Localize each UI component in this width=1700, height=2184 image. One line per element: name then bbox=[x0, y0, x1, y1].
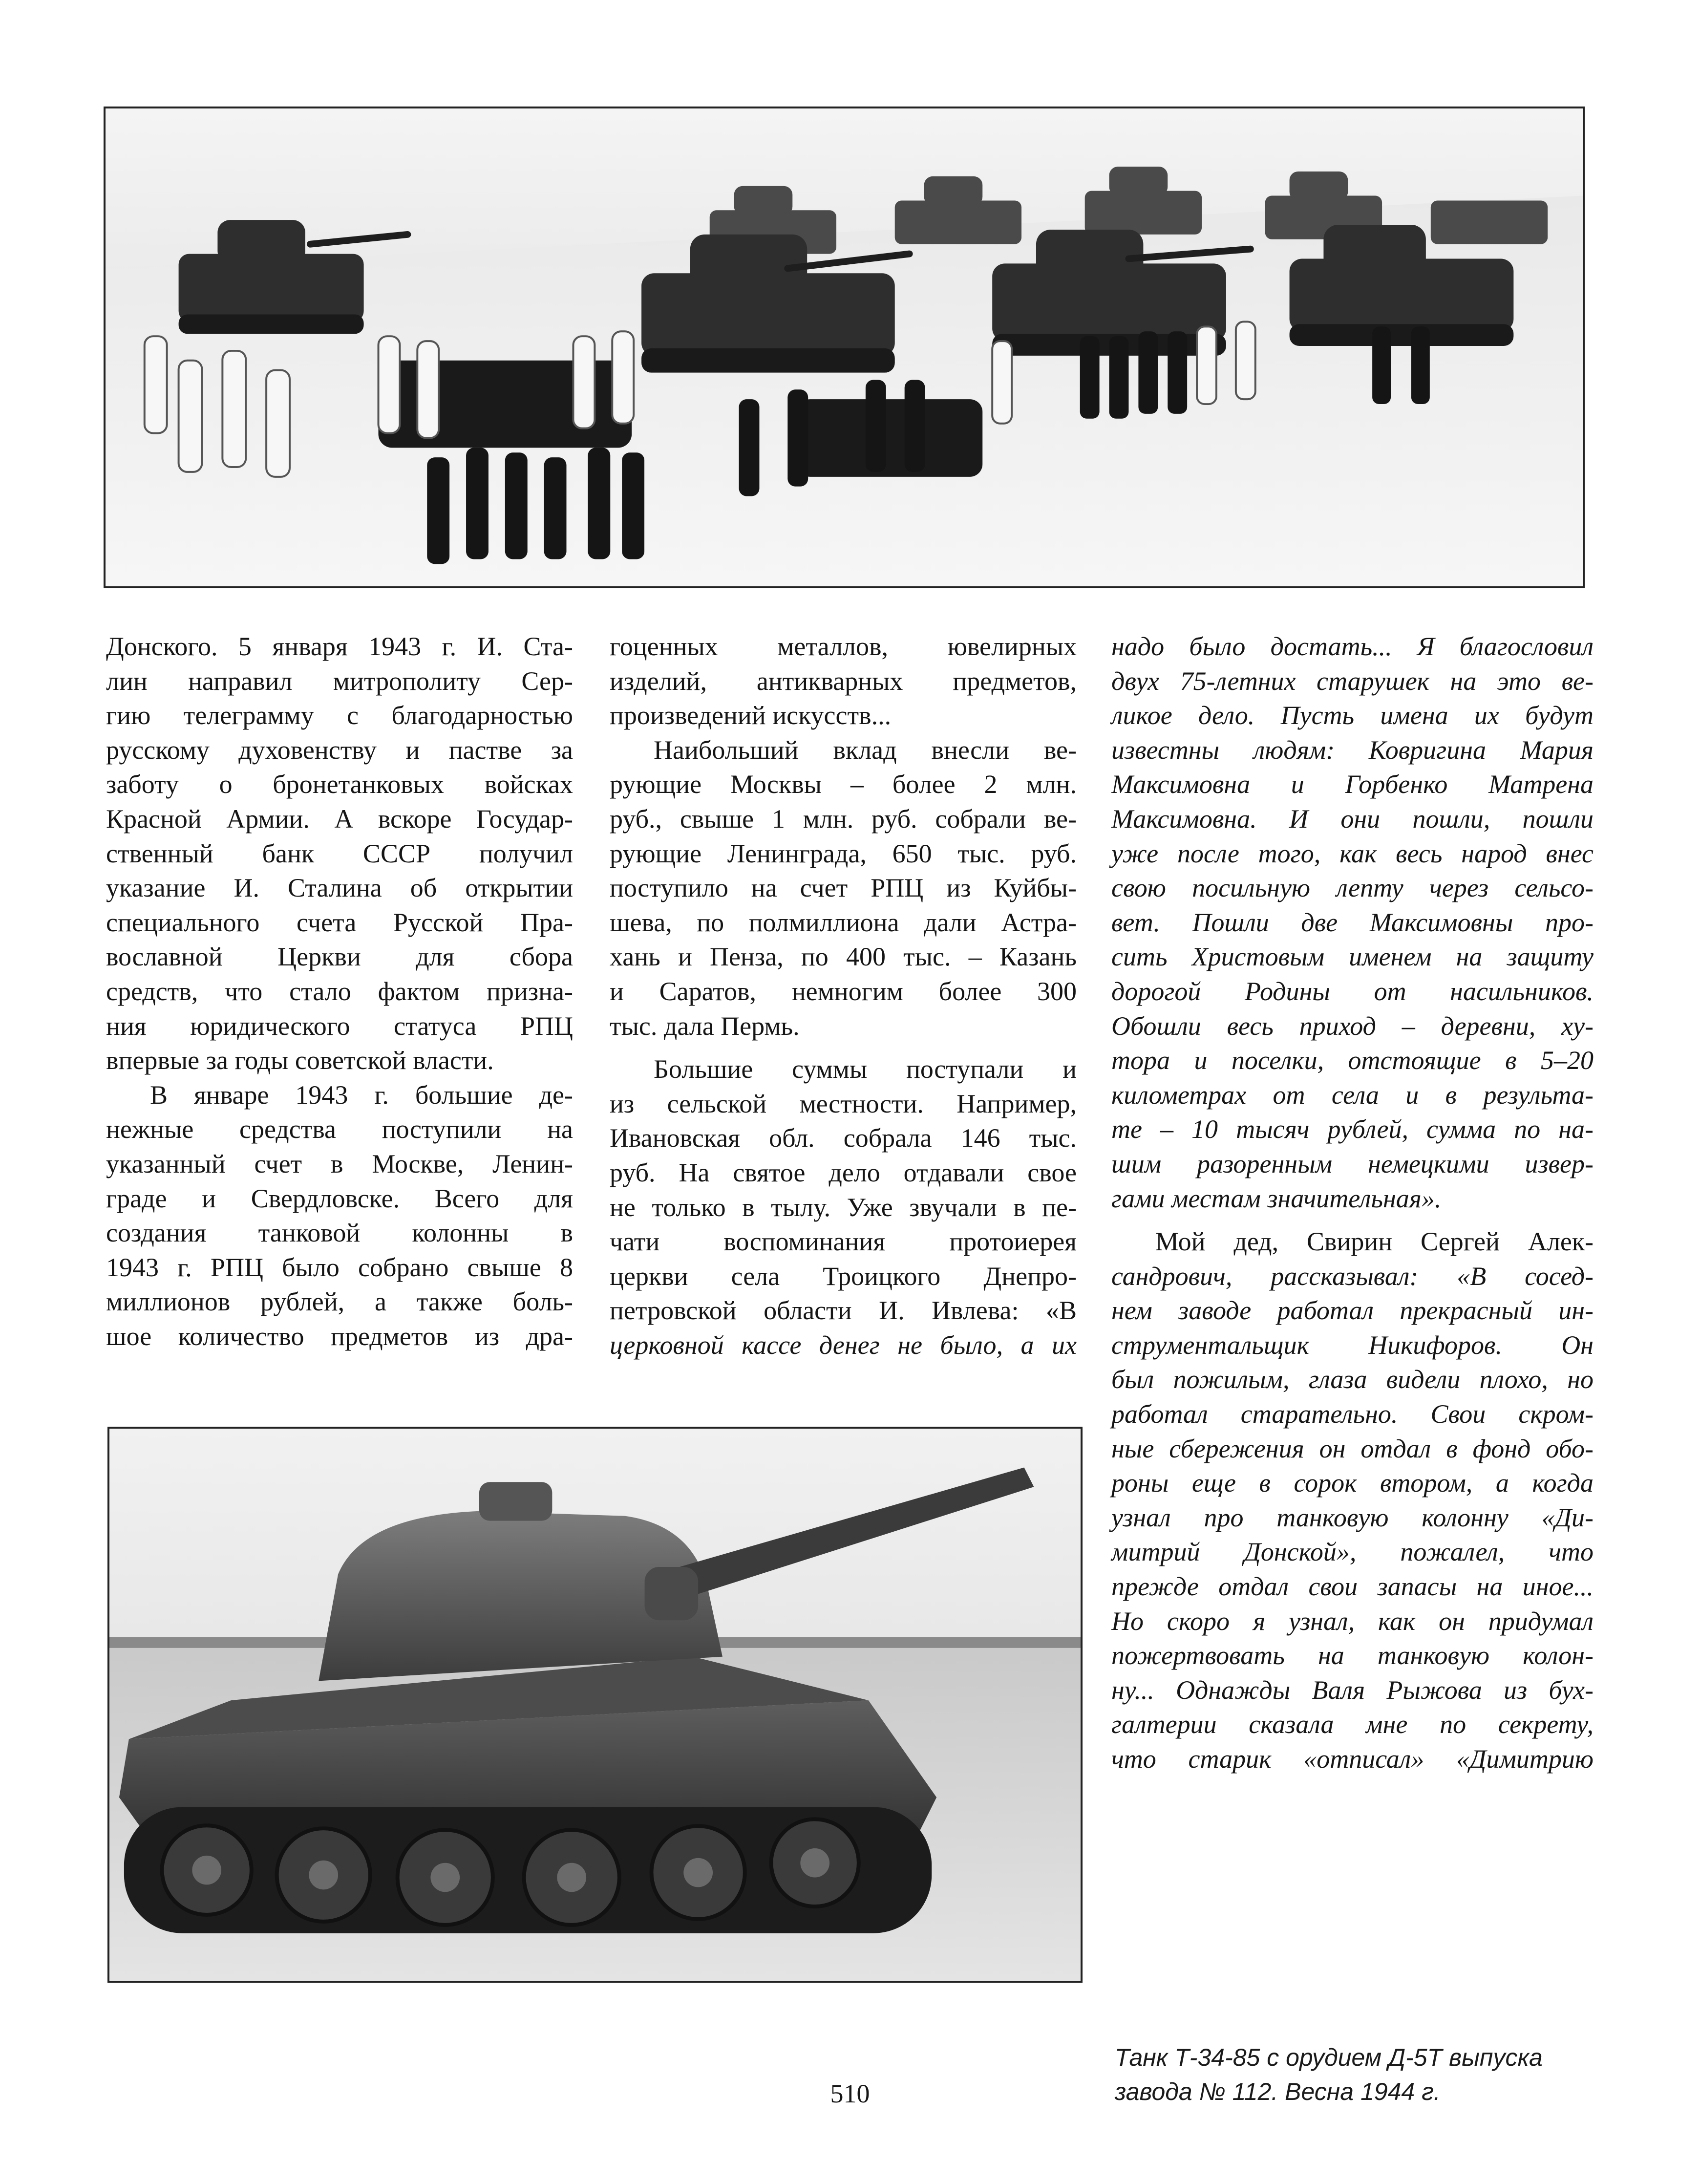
page-number: 510 bbox=[830, 2079, 870, 2108]
text-line: Ивановская обл. собрала 146 тыс. bbox=[610, 1123, 1077, 1153]
text-column-left bbox=[106, 629, 573, 1353]
text-line: поступило на счет РПЦ из Куйбы- bbox=[610, 873, 1077, 903]
text-line: надо было достать... Я благословил bbox=[1111, 632, 1594, 661]
text-line: нем заводе работал прекрасный ин- bbox=[1111, 1296, 1594, 1326]
text-line: 1943 г. РПЦ было собрано свыше 8 bbox=[106, 1252, 573, 1282]
text-line: указанный счет в Москве, Ленин- bbox=[106, 1149, 573, 1178]
text-line: Мой дед, Свирин Сергей Алек- bbox=[1155, 1227, 1594, 1257]
caption-line: завода № 112. Весна 1944 г. bbox=[1115, 2078, 1441, 2105]
tank-column-photo bbox=[104, 107, 1585, 588]
text-line: узнал про танковую колонну «Ди- bbox=[1111, 1502, 1594, 1532]
text-line: рующие Москвы – более 2 млн. bbox=[610, 770, 1077, 799]
text-line: Наибольший вклад внесли ве- bbox=[654, 735, 1077, 765]
text-line: ну... Однажды Валя Рыжова из бух- bbox=[1111, 1675, 1594, 1705]
tank-column-photo-illustration bbox=[106, 108, 1583, 586]
text-line: свою посильную лепту через сельсо- bbox=[1111, 873, 1594, 903]
text-line: Красной Армии. А вскоре Государ- bbox=[106, 804, 573, 834]
text-line: дорогой Родины от насильников. bbox=[1111, 976, 1594, 1006]
text-line: создания танковой колонны в bbox=[106, 1218, 573, 1248]
text-line: граде и Свердловске. Всего для bbox=[106, 1183, 573, 1213]
text-line: тора и поселки, отстоящие в 5–20 bbox=[1111, 1046, 1594, 1075]
text-line: лин направил митрополиту Сер- bbox=[106, 666, 573, 696]
text-line: шое количество предметов из дра- bbox=[106, 1321, 573, 1351]
text-line: Донского. 5 января 1943 г. И. Ста- bbox=[106, 632, 573, 661]
t34-85-tank-photo bbox=[107, 1427, 1083, 1983]
text-line: известны людям: Ковригина Мария bbox=[1111, 735, 1594, 765]
text-line: церкви села Троицкого Днепро- bbox=[610, 1261, 1077, 1291]
text-column-middle bbox=[610, 629, 1077, 1362]
text-line: рующие Ленинграда, 650 тыс. руб. bbox=[610, 838, 1077, 868]
text-line: миллионов рублей, а также боль- bbox=[106, 1287, 573, 1317]
text-line: церковной кассе денег не было, а их bbox=[610, 1330, 1077, 1360]
text-line: русскому духовенству и пастве за bbox=[106, 735, 573, 765]
text-line: работал старательно. Свои скром- bbox=[1111, 1399, 1594, 1429]
text-line: митрий Донской», пожалел, что bbox=[1111, 1537, 1594, 1567]
text-line: сить Христовым именем на защиту bbox=[1111, 942, 1594, 972]
text-line: руб., свыше 1 млн. руб. собрали ве- bbox=[610, 804, 1077, 834]
text-column-right bbox=[1111, 629, 1594, 1777]
text-line: ственный банк СССР получил bbox=[106, 838, 573, 868]
text-line: галтерии сказала мне по секрету, bbox=[1111, 1710, 1594, 1739]
text-line: средств, что стало фактом призна- bbox=[106, 976, 573, 1006]
text-line: тыс. дала Пермь. bbox=[610, 1011, 800, 1041]
text-line: двух 75-летних старушек на это ве- bbox=[1111, 666, 1594, 696]
text-line: шим разоренным немецкими извер- bbox=[1111, 1149, 1594, 1178]
text-line: изделий, антикварных предметов, bbox=[610, 666, 1077, 696]
caption-line: Танк Т-34-85 с орудием Д-5Т выпуска bbox=[1115, 2044, 1543, 2071]
text-line: прежде отдал свои запасы на иное... bbox=[1111, 1572, 1594, 1602]
text-line: гоценных металлов, ювелирных bbox=[610, 632, 1077, 661]
text-line: струментальщик Никифоров. Он bbox=[1111, 1330, 1594, 1360]
text-line: заботу о бронетанковых войсках bbox=[106, 770, 573, 799]
text-line: сандрович, рассказывал: «В сосед- bbox=[1111, 1261, 1594, 1291]
text-line: те – 10 тысяч рублей, сумма по на- bbox=[1111, 1114, 1594, 1144]
text-line: гию телеграмму с благодарностью bbox=[106, 701, 573, 730]
text-line: роны еще в сорок втором, а когда bbox=[1111, 1468, 1594, 1498]
text-line: руб. На святое дело отдавали свое bbox=[610, 1157, 1077, 1187]
text-line: и Саратов, немногим более 300 bbox=[610, 976, 1077, 1006]
text-line: произведений искусств... bbox=[610, 701, 892, 730]
text-line: километрах от села и в результа- bbox=[1111, 1080, 1594, 1110]
text-line: Обошли весь приход – деревни, ху- bbox=[1111, 1011, 1594, 1041]
text-line: пожертвовать на танковую колон- bbox=[1111, 1641, 1594, 1670]
text-line: нежные средства поступили на bbox=[106, 1114, 573, 1144]
text-line: указание И. Сталина об открытии bbox=[106, 873, 573, 903]
text-line: впервые за годы советской власти. bbox=[106, 1046, 494, 1075]
text-line: ликое дело. Пусть имена их будут bbox=[1111, 701, 1594, 730]
text-line: шева, по полмиллиона дали Астра- bbox=[610, 907, 1077, 937]
text-line: вославной Церкви для сбора bbox=[106, 942, 573, 972]
text-line: Максимовна и Горбенко Матрена bbox=[1111, 770, 1594, 799]
text-line: вет. Пошли две Максимовны про- bbox=[1111, 907, 1594, 937]
text-line: не только в тылу. Уже звучали в пе- bbox=[610, 1192, 1077, 1222]
text-line: что старик «отписал» «Димитрию bbox=[1111, 1744, 1594, 1774]
text-line: ния юридического статуса РПЦ bbox=[106, 1011, 573, 1041]
text-line: Но скоро я узнал, как он придумал bbox=[1111, 1606, 1594, 1636]
text-line: чати воспоминания протоиерея bbox=[610, 1227, 1077, 1257]
text-line: В январе 1943 г. большие де- bbox=[150, 1080, 573, 1110]
text-line: ные сбережения он отдал в фонд обо- bbox=[1111, 1434, 1594, 1463]
t34-85-tank-illustration bbox=[109, 1429, 1081, 1981]
text-line: петровской области И. Ивлева: «В bbox=[610, 1296, 1077, 1326]
text-line: был пожилым, глаза видели плохо, но bbox=[1111, 1365, 1594, 1394]
text-line: Большие суммы поступали и bbox=[654, 1054, 1077, 1084]
text-line: гами местам значительная». bbox=[1111, 1183, 1442, 1213]
text-line: хань и Пенза, по 400 тыс. – Казань bbox=[610, 942, 1077, 972]
text-line: уже после того, как весь народ внес bbox=[1111, 838, 1594, 868]
photo-caption bbox=[1115, 2040, 1554, 2109]
text-line: из сельской местности. Например, bbox=[610, 1089, 1077, 1118]
text-line: специального счета Русской Пра- bbox=[106, 907, 573, 937]
text-line: Максимовна. И они пошли, пошли bbox=[1111, 804, 1594, 834]
